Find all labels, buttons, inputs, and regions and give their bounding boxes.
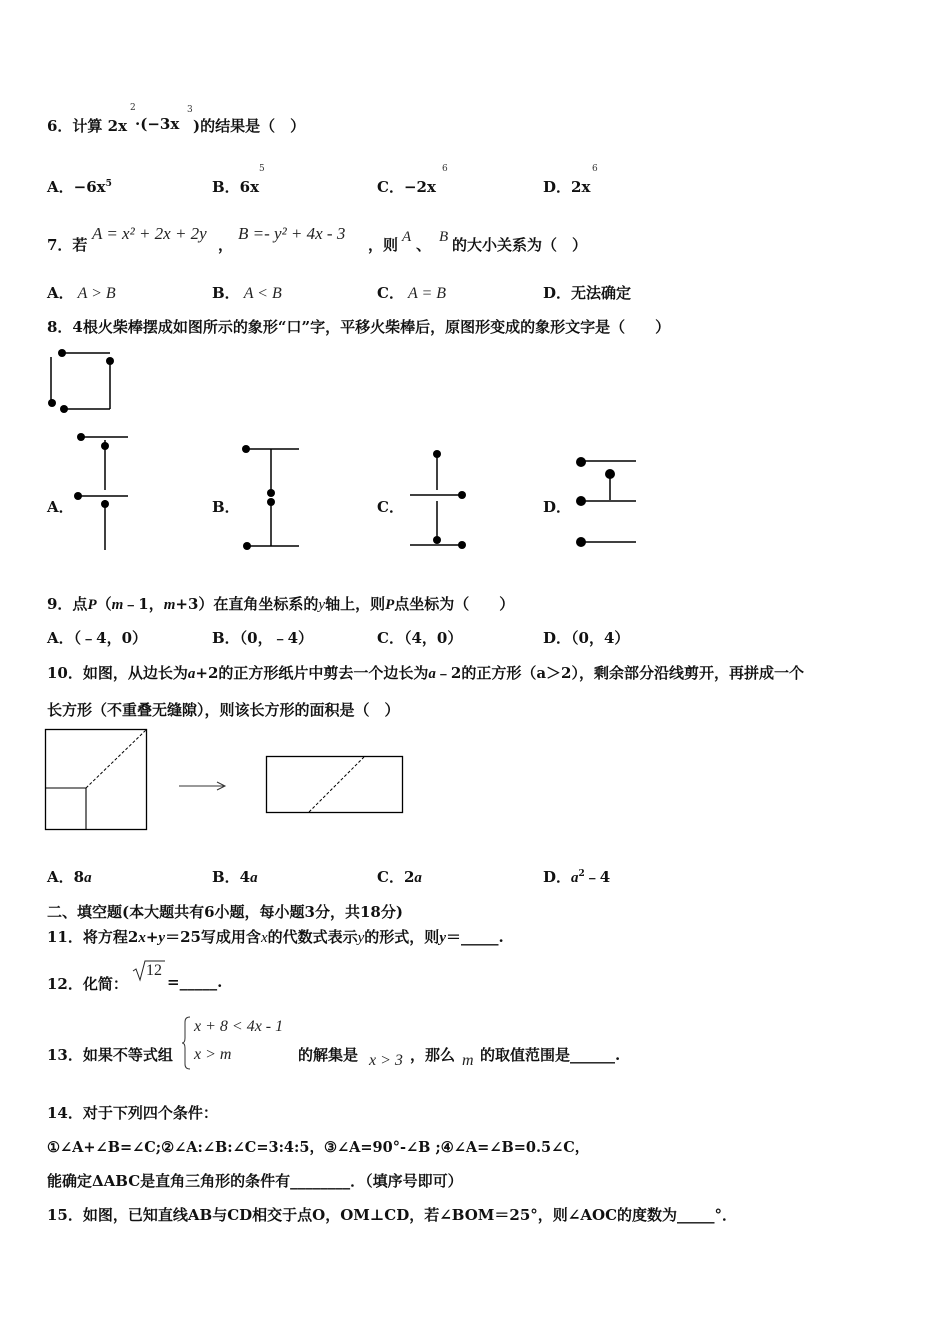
q8-option-b-figure [238, 440, 304, 552]
q13-inequality-1: x + 8 < 4x - 1 [194, 1018, 284, 1035]
q6-term-b: ·(−3x [135, 115, 180, 133]
q6-option-a[interactable] [47, 176, 112, 197]
q6-option-d[interactable] [543, 176, 590, 197]
q7-var-b: B [439, 229, 449, 245]
q8-option-a[interactable]: A． [47, 498, 74, 516]
q6-option-d-label: D．2x [543, 178, 591, 196]
q10-option-d[interactable] [543, 866, 610, 887]
q9-var-p2: P [385, 597, 395, 613]
q9-var-y: y [318, 597, 326, 613]
q8-option-c-figure [404, 446, 472, 554]
q8-stem: 8．4根火柴棒摆成如图所示的象形“口”字，平移火柴棒后，原图形变成的象形文字是（ ） [47, 318, 671, 336]
q11-text-e: 的形式，则 [364, 928, 440, 946]
q10-var-a2: a [428, 666, 436, 682]
q7-comma: ， [218, 236, 234, 254]
q11-var-x1: x [138, 930, 146, 946]
q8-option-d[interactable]: D． [543, 498, 572, 516]
q11-stem [47, 926, 504, 947]
q13-inequality-2: x > m [194, 1046, 232, 1063]
q6-option-c-exp: 6 [442, 164, 448, 174]
q13-label: 13．如果不等式组 [47, 1046, 173, 1064]
q11-var-y2: y [357, 930, 365, 946]
q14-question[interactable]: 能确定ΔABC是直角三角形的条件有________．（填序号即可） [47, 1172, 463, 1190]
q11-var-x2: x [260, 930, 268, 946]
q6-option-a-label: A．−6x [47, 178, 106, 196]
q6-option-b[interactable] [212, 176, 259, 197]
q7-option-d[interactable] [543, 282, 631, 303]
q6-term-c: )的结果是（ ） [193, 117, 306, 135]
q10-text-a: 10．如图，从边长为 [47, 664, 188, 682]
q7-expr-b: B =- y² + 4x - 3 [238, 224, 346, 243]
q6-option-d-exp: 6 [592, 164, 598, 174]
q9-text-f: 点坐标为（ ） [394, 595, 515, 613]
q10-option-d-tail: ﹣4 [584, 868, 611, 886]
q6-option-b-label: B．6x [212, 178, 260, 196]
q9-option-a[interactable]: A．（﹣4，0） [47, 629, 148, 647]
q10-stem-line1 [47, 662, 804, 683]
q7-sep: 、 [416, 236, 432, 254]
q10-option-b[interactable] [212, 866, 258, 887]
q10-option-c[interactable] [377, 866, 422, 887]
q6-exp-b: 3 [187, 105, 193, 115]
q11-text-d: 的代数式表示 [267, 928, 358, 946]
q12-radicand: 12 [146, 962, 162, 979]
q7-option-b-label: B． [212, 284, 240, 302]
q11-text-c: ＝25写成用含 [165, 928, 261, 946]
q14-conditions: ①∠A+∠B=∠C;②∠A:∠B:∠C=3:4:5，③∠A=90°-∠B ;④∠A=∠B=0.5∠C， [47, 1139, 590, 1156]
q6-option-c[interactable] [377, 176, 436, 197]
q9-var-p: P [87, 597, 97, 613]
q7-var-a: A [402, 229, 412, 245]
q10-option-d-exp: 2 [578, 869, 585, 879]
q7-then: ，则 [368, 236, 399, 254]
q6-option-b-exp: 5 [259, 164, 265, 174]
q11-text-b: + [145, 928, 159, 946]
q6-term-a: 2x [107, 117, 128, 135]
q13-solution: x > 3 [369, 1052, 403, 1069]
q8-option-a-figure [72, 428, 137, 554]
q10-option-b-var: a [250, 870, 258, 886]
q9-var-m2: m [163, 597, 176, 613]
q15-stem[interactable]: 15．如图，已知直线AB与CD相交于点O，OM⊥CD，若∠BOM＝25°，则∠AOC的度数为_____°． [47, 1206, 738, 1224]
q9-text-b: （ [96, 595, 112, 613]
q13-brace [182, 1016, 192, 1070]
q9-text-d: +3）在直角坐标系的 [175, 595, 319, 613]
q13-text-b: 的解集是 [298, 1046, 359, 1064]
q9-text-a: 9．点 [47, 595, 88, 613]
q9-stem [47, 593, 514, 614]
q8-option-c[interactable]: C． [377, 498, 404, 516]
section-2-heading: 二、填空题(本大题共有6小题，每小题3分，共18分) [47, 903, 403, 921]
q7-option-c-label: C． [377, 284, 404, 302]
q6-option-a-exp: 5 [105, 179, 112, 189]
q9-option-c[interactable]: C．（4，0） [377, 629, 463, 647]
q10-option-d-var: a [571, 870, 579, 886]
q8-option-d-figure [570, 450, 640, 554]
q10-option-a[interactable] [47, 866, 92, 887]
q6-stem [47, 115, 127, 136]
q10-var-a1: a [187, 666, 196, 682]
q7-option-d-label: D．无法确定 [543, 284, 632, 302]
q7-option-a-label: A． [47, 284, 74, 302]
q9-var-m1: m [111, 597, 124, 613]
q10-option-a-var: a [84, 870, 92, 886]
q7-option-c-math: A = B [407, 285, 447, 302]
q10-text-b: +2的正方形纸片中剪去一个边长为 [195, 664, 429, 682]
q11-var-y3: y [439, 930, 446, 946]
q8-original-figure [42, 345, 122, 415]
q6-option-c-label: C．−2x [377, 178, 436, 196]
q11-var-y1: y [158, 930, 166, 946]
q8-option-b[interactable]: B． [212, 498, 240, 516]
q9-text-c: ﹣1， [123, 595, 164, 613]
q10-option-a-label: A．8 [47, 868, 85, 886]
q10-option-d-label: D． [543, 868, 572, 886]
q10-figure [44, 728, 408, 834]
q13-text-d[interactable]: 的取值范围是______. [480, 1046, 621, 1064]
q6-number: 6．计算 [47, 117, 103, 135]
q10-option-c-label: C．2 [377, 868, 415, 886]
q7-tail: 的大小关系为（ ） [452, 236, 588, 254]
q10-stem-line2: 长方形（不重叠无缝隙），则该长方形的面积是（ ） [47, 701, 400, 719]
q10-option-c-var: a [414, 870, 422, 886]
q12-answer-blank[interactable]: =_____. [167, 973, 223, 991]
q12-label: 12．化简： [47, 975, 128, 993]
q7-stem [47, 234, 87, 255]
q7-option-a-math: A > B [77, 285, 116, 302]
q10-option-b-label: B．4 [212, 868, 251, 886]
q11-text-a: 11．将方程2 [47, 928, 139, 946]
q7-option-a[interactable] [47, 282, 116, 303]
q7-option-b-math: A < B [243, 285, 282, 302]
q7-expr-a: A = x² + 2x + 2y [92, 224, 207, 243]
q14-title: 14．对于下列四个条件： [47, 1104, 218, 1122]
q13-var-m: m [462, 1052, 474, 1069]
q7-number: 7．若 [47, 236, 88, 254]
q13-text-c: ，那么 [410, 1046, 456, 1064]
q11-text-f: ＝_____. [445, 928, 504, 946]
q9-text-e: 轴上，则 [325, 595, 386, 613]
q9-option-b[interactable]: B．（0，﹣4） [212, 629, 314, 647]
q7-option-c[interactable] [377, 282, 446, 303]
q7-option-b[interactable] [212, 282, 282, 303]
q10-text-c: ﹣2的正方形（a＞2），剩余部分沿线剪开，再拼成一个 [435, 664, 804, 682]
q9-option-d[interactable]: D．（0，4） [543, 629, 630, 647]
q6-exp-a: 2 [130, 103, 136, 113]
